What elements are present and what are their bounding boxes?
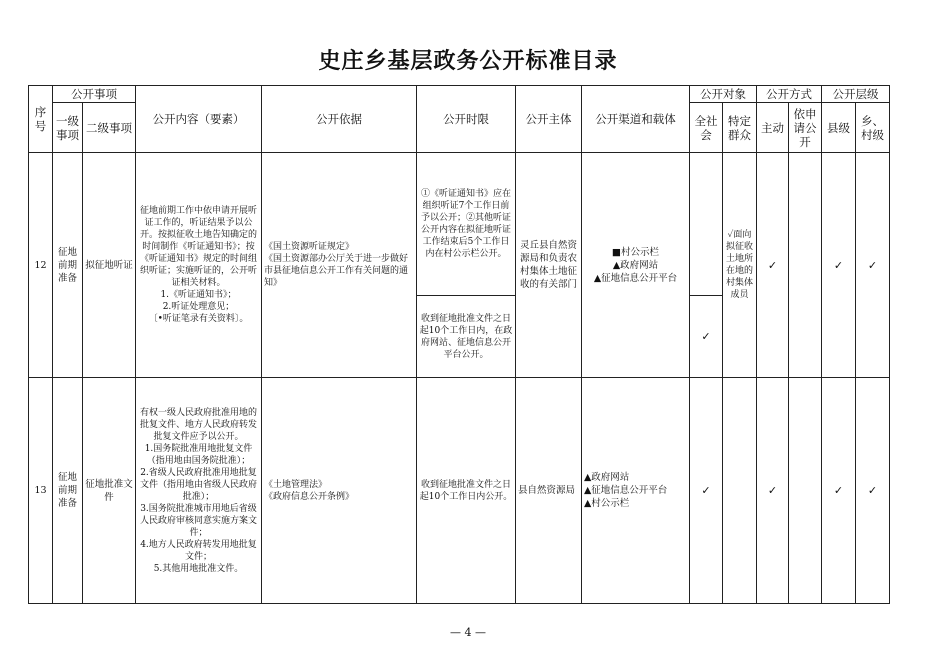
row-active: ✓ bbox=[757, 378, 789, 604]
header-content: 公开内容（要素） bbox=[136, 86, 262, 153]
header-level-group: 公开层级 bbox=[822, 86, 890, 103]
row-society-b: ✓ bbox=[690, 296, 723, 378]
header-basis: 公开依据 bbox=[262, 86, 417, 153]
header-level1: 一级事项 bbox=[53, 103, 83, 153]
row-time-limit: 收到征地批准文件之日起10个工作日内公开。 bbox=[417, 378, 516, 604]
header-society: 全社会 bbox=[690, 103, 723, 153]
header-on-request: 依申请公开 bbox=[789, 103, 822, 153]
row-subject: 县自然资源局 bbox=[516, 378, 582, 604]
row-channel: ■村公示栏 ▲政府网站 ▲征地信息公开平台 bbox=[582, 153, 690, 378]
page-number: — 4 — bbox=[450, 626, 486, 639]
header-seq: 序号 bbox=[29, 86, 53, 153]
row-channel: ▲政府网站 ▲征地信息公开平台 ▲村公示栏 bbox=[582, 378, 690, 604]
row-society: ✓ bbox=[690, 378, 723, 604]
row-county: ✓ bbox=[822, 153, 856, 378]
row-level2: 征地批准文件 bbox=[83, 378, 136, 604]
row-basis: 《土地管理法》 《政府信息公开条例》 bbox=[262, 378, 417, 604]
header-county: 县级 bbox=[822, 103, 856, 153]
row-county: ✓ bbox=[822, 378, 856, 604]
header-township: 乡、村级 bbox=[856, 103, 890, 153]
table-row bbox=[29, 378, 890, 604]
row-level1: 征地前期准备 bbox=[53, 378, 83, 604]
row-time-limit-b: 收到征地批准文件之日起10个工作日内，在政府网站、征地信息公开平台公开。 bbox=[417, 296, 516, 378]
row-on-request bbox=[789, 378, 822, 604]
row-content: 有权一级人民政府批准用地的批复文件、地方人民政府转发批复文件应予以公开。 1.国务院批准用地批复文件（指用地由国务院批准）； 2.省级人民政府批准用地批复文件（指用地由省级人民政府批准）； 3.国务院批准城市用地后省级人民政府审核同意实施方案文件； 4.地方人民政府转发用地批复文件； 5.其他用地批准文件。 bbox=[136, 378, 262, 604]
header-subject: 公开主体 bbox=[516, 86, 582, 153]
header-target-group: 公开对象 bbox=[690, 86, 757, 103]
header-channel: 公开渠道和载体 bbox=[582, 86, 690, 153]
row-content: 征地前期工作中依申请开展听证工作的，听证结果予以公开。按拟征收土地告知确定的时间制作《听证通知书》；按《听证通知书》规定的时间组织听证；实施听证的，公开听证相关材料。 1.《听证通知书》； 2.听证处理意见； 〔•听证笔录有关资料〕。 bbox=[136, 153, 262, 378]
row-on-request bbox=[789, 153, 822, 378]
row-level2: 拟征地听证 bbox=[83, 153, 136, 378]
row-active: ✓ bbox=[757, 153, 789, 378]
row-basis: 《国土资源听证规定》 《国土资源部办公厅关于进一步做好市县征地信息公开工作有关问题的通知》 bbox=[262, 153, 417, 378]
row-township: ✓ bbox=[856, 378, 890, 604]
header-time-limit: 公开时限 bbox=[417, 86, 516, 153]
table-row bbox=[29, 153, 890, 296]
header-row-1 bbox=[29, 86, 890, 103]
page-title: 史庄乡基层政务公开标准目录 bbox=[318, 48, 618, 74]
row-specific: ✓面向拟征收土地所在地的村集体成员 bbox=[723, 153, 757, 378]
row-subject: 灵丘县自然资源局和负责农村集体土地征收的有关部门 bbox=[516, 153, 582, 378]
row-seq: 12 bbox=[29, 153, 53, 378]
header-level2: 二级事项 bbox=[83, 103, 136, 153]
row-seq: 13 bbox=[29, 378, 53, 604]
header-matter-group: 公开事项 bbox=[53, 86, 136, 103]
row-society-a bbox=[690, 153, 723, 296]
row-time-limit-a: ①《听证通知书》应在组织听证7个工作日前予以公开；②其他听证公开内容在拟征地听证工作结束后5个工作日内在村公示栏公开。 bbox=[417, 153, 516, 296]
catalog-table bbox=[28, 85, 890, 604]
row-township: ✓ bbox=[856, 153, 890, 378]
row-level1: 征地前期准备 bbox=[53, 153, 83, 378]
header-method-group: 公开方式 bbox=[757, 86, 822, 103]
header-active: 主动 bbox=[757, 103, 789, 153]
row-specific bbox=[723, 378, 757, 604]
header-specific: 特定群众 bbox=[723, 103, 757, 153]
